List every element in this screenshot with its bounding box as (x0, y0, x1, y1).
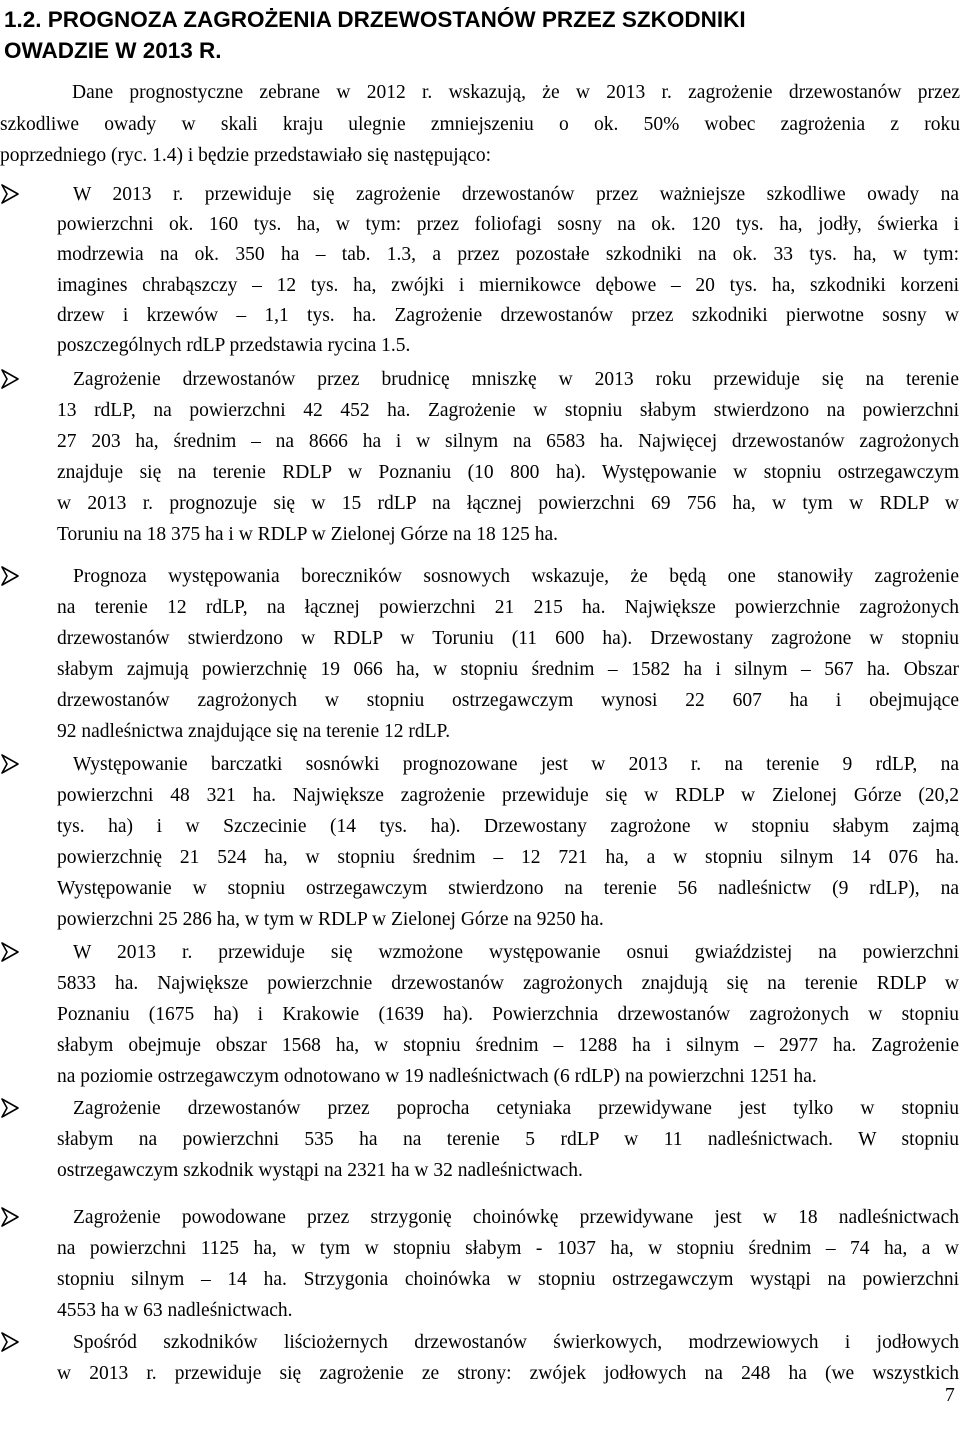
text-line: 4553 ha w 63 nadleśnictwach. (57, 1299, 293, 1321)
text-line: powierzchni ok. 160 tys. ha, w tym: przez foliofagi sosny na ok. 120 tys. ha, jodły, świerka i (57, 214, 959, 236)
arrowhead-bullet-icon (0, 184, 22, 206)
arrowhead-bullet-icon (0, 942, 22, 964)
text-line: powierzchni 48 321 ha. Największe zagrożenie przewiduje się w RDLP w Zielonej Górze (20,2 (57, 784, 959, 806)
text-line: poszczególnych rdLP przedstawia rycina 1.5. (57, 335, 411, 356)
section-heading-line-2: OWADZIE W 2013 R. (4, 38, 222, 63)
text-line: tys. ha) i w Szczecinie (14 tys. ha). Drzewostany zagrożone w stopniu słabym zajmą (57, 815, 959, 837)
text-line: W 2013 r. przewiduje się zagrożenie drzewostanów przez ważniejsze szkodliwe owady na (73, 184, 959, 205)
text-line: Zagrożenie drzewostanów przez brudnicę mniszkę w 2013 roku przewiduje się na terenie (73, 369, 959, 390)
text-line: modrzewia na ok. 350 ha – tab. 1.3, a przez pozostałe szkodniki na ok. 33 tys. ha, w tym: (57, 244, 959, 266)
arrowhead-bullet-icon (0, 1332, 22, 1354)
text-line: stopniu silnym – 14 ha. Strzygonia choinówka w stopniu ostrzegawczym wystąpi na powierzchni (57, 1268, 959, 1290)
text-line: na poziomie ostrzegawczym odnotowano w 19 nadleśnictwach (6 rdLP) na powierzchni 1251 ha. (57, 1065, 817, 1087)
text-line: W 2013 r. przewiduje się wzmożone występowanie osnui gwiaździstej na powierzchni (73, 942, 959, 963)
text-line: drzewostanów stwierdzono w RDLP w Toruniu (11 600 ha). Drzewostany zagrożone w stopniu (57, 627, 959, 649)
page-number: 7 (945, 1385, 955, 1406)
text-line: drzew i krzewów – 1,1 tys. ha. Zagrożenie drzewostanów przez szkodniki pierwotne sosny w (57, 304, 959, 326)
text-line: słabym zajmują powierzchnię 19 066 ha, w stopniu średnim – 1582 ha i silnym – 567 ha. Obszar (57, 658, 959, 680)
text-line: drzewostanów zagrożonych w stopniu ostrzegawczym wynosi 22 607 ha i obejmujące (57, 689, 959, 711)
text-line: Prognoza występowania boreczników sosnowych wskazuje, że będą one stanowiły zagrożenie (73, 566, 959, 587)
text-line: 13 rdLP, na powierzchni 42 452 ha. Zagrożenie w stopniu słabym stwierdzono na powierzchni (57, 399, 959, 421)
text-line: szkodliwe owady w skali kraju ulegnie zmniejszeniu o ok. 50% wobec zagrożenia z roku (0, 114, 960, 135)
text-line: 5833 ha. Największe powierzchnie drzewostanów zagrożonych znajdują się na terenie RDLP w (57, 972, 959, 994)
text-line: w 2013 r. przewiduje się zagrożenie ze strony: zwójek jodłowych na 248 ha (we wszystkich (57, 1362, 959, 1384)
text-line: Zagrożenie drzewostanów przez poprocha cetyniaka przewidywane jest tylko w stopniu (73, 1098, 959, 1119)
text-line: Dane prognostyczne zebrane w 2012 r. wskazują, że w 2013 r. zagrożenie drzewostanów przez (72, 82, 960, 103)
text-line: ostrzegawczym szkodnik wystąpi na 2321 ha w 32 nadleśnictwach. (57, 1159, 583, 1181)
text-line: imagines chrabąszczy – 12 tys. ha, zwójki i miernikowce dębowe – 20 tys. ha, szkodniki korzeni (57, 274, 959, 296)
text-line: na terenie 12 rdLP, na łącznej powierzchni 21 215 ha. Największe powierzchnie zagrożonych (57, 596, 959, 618)
text-line: Występowanie w stopniu ostrzegawczym stwierdzono na terenie 56 nadleśnictw (9 rdLP), na (57, 877, 959, 899)
text-line: Zagrożenie powodowane przez strzygonię choinówkę przewidywane jest w 18 nadleśnictwach (73, 1207, 959, 1228)
text-line: słabym na powierzchni 535 ha na terenie 5 rdLP w 11 nadleśnictwach. W stopniu (57, 1128, 959, 1150)
text-line: słabym obejmuje obszar 1568 ha, w stopniu średnim – 1288 ha i silnym – 2977 ha. Zagrożenie (57, 1034, 959, 1056)
text-line: Występowanie barczatki sosnówki prognozowane jest w 2013 r. na terenie 9 rdLP, na (73, 754, 959, 775)
text-line: 27 203 ha, średnim – na 8666 ha i w silnym na 6583 ha. Najwięcej drzewostanów zagrożonych (57, 430, 959, 452)
text-line: Poznaniu (1675 ha) i Krakowie (1639 ha). Powierzchnia drzewostanów zagrożonych w stopniu (57, 1003, 959, 1025)
text-line: znajduje się na terenie RDLP w Poznaniu (10 800 ha). Występowanie w stopniu ostrzegawczym (57, 461, 959, 483)
section-heading (4, 4, 954, 66)
arrowhead-bullet-icon (0, 754, 22, 776)
text-line: 92 nadleśnictwa znajdujące się na terenie 12 rdLP. (57, 720, 451, 742)
arrowhead-bullet-icon (0, 566, 22, 588)
text-line: poprzedniego (ryc. 1.4) i będzie przedstawiało się następująco: (0, 145, 492, 166)
text-line: powierzchni 25 286 ha, w tym w RDLP w Zielonej Górze na 9250 ha. (57, 908, 604, 930)
section-heading-line-1: 1.2. PROGNOZA ZAGROŻENIA DRZEWOSTANÓW PRZEZ SZKODNIKI (4, 7, 746, 32)
arrowhead-bullet-icon (0, 369, 22, 391)
text-line: powierzchnię 21 524 ha, w stopniu średnim – 12 721 ha, a w stopniu silnym 14 076 ha. (57, 846, 959, 868)
arrowhead-bullet-icon (0, 1207, 22, 1229)
arrowhead-bullet-icon (0, 1098, 22, 1120)
text-line: Toruniu na 18 375 ha i w RDLP w Zielonej Górze na 18 125 ha. (57, 523, 559, 545)
text-line: w 2013 r. prognozuje się w 15 rdLP na łącznej powierzchni 69 756 ha, w tym w RDLP w (57, 492, 959, 514)
text-line: Spośród szkodników liściożernych drzewostanów świerkowych, modrzewiowych i jodłowych (73, 1332, 959, 1353)
text-line: na powierzchni 1125 ha, w tym w stopniu słabym - 1037 ha, w stopniu średnim – 74 ha, a w (57, 1237, 959, 1259)
